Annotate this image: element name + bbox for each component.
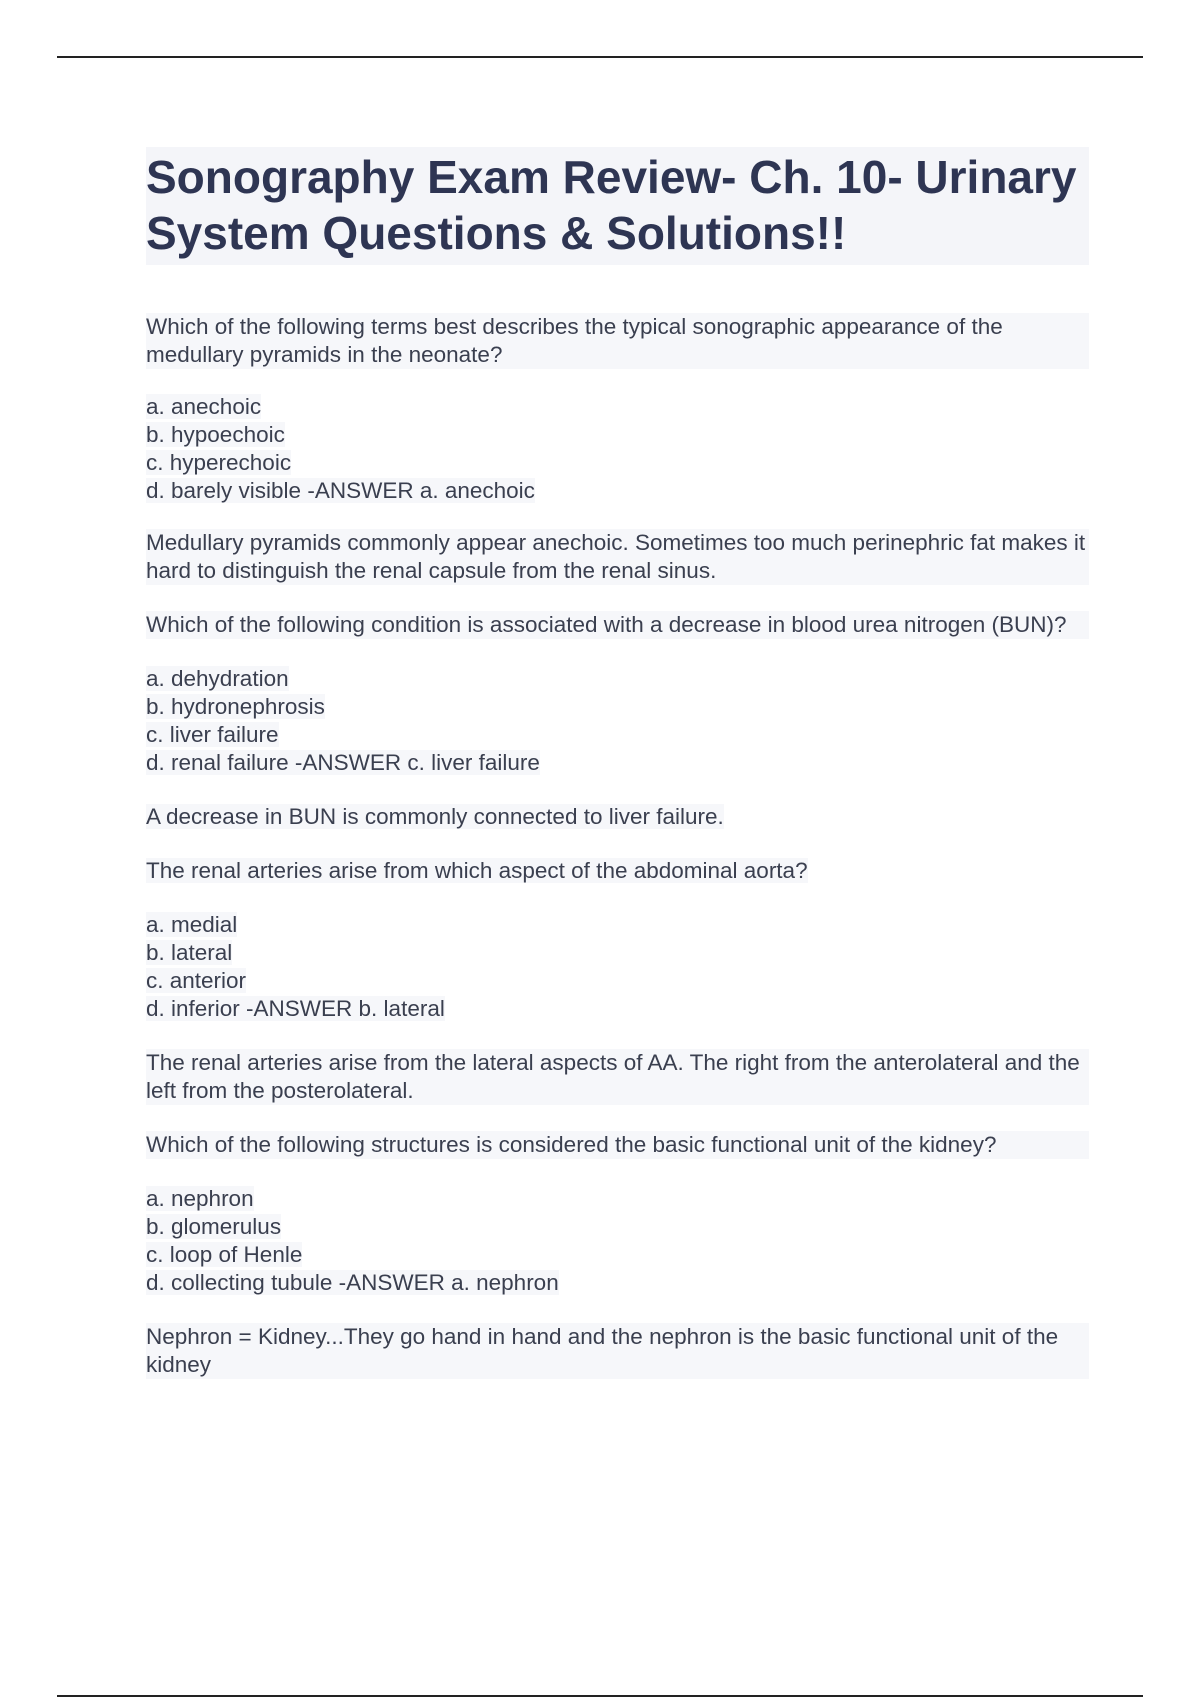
option: c. hyperechoic [146,450,292,475]
options-3 [146,911,1089,1023]
question-1: Which of the following terms best describes the typical sonographic appearance of the medullary pyramids in the neonate? [146,313,1089,369]
options-4 [146,1185,1089,1297]
option: c. loop of Henle [146,1242,303,1267]
question-2: Which of the following condition is associated with a decrease in blood urea nitrogen (BUN)? [146,611,1089,639]
option: b. hydronephrosis [146,694,325,719]
option: a. dehydration [146,666,289,691]
option: b. hypoechoic [146,422,285,447]
document-title: Sonography Exam Review- Ch. 10- Urinary System Questions & Solutions!! [146,147,1089,265]
explanation-1: Medullary pyramids commonly appear anechoic. Sometimes too much perinephric fat makes it hard to distinguish the renal capsule from the renal sinus. [146,529,1089,585]
option: b. lateral [146,940,233,965]
option-answer: d. inferior -ANSWER b. lateral [146,996,445,1021]
option: a. medial [146,912,238,937]
document-body [146,147,1089,1379]
option: a. anechoic [146,394,262,419]
explanation-3: The renal arteries arise from the lateral aspects of AA. The right from the anterolateral and the left from the posterolateral. [146,1049,1089,1105]
option-answer: d. collecting tubule -ANSWER a. nephron [146,1270,559,1295]
options-1 [146,393,1089,505]
question-4: Which of the following structures is considered the basic functional unit of the kidney? [146,1131,1089,1159]
option-answer: d. renal failure -ANSWER c. liver failure [146,750,540,775]
bottom-rule [57,1695,1143,1697]
option: c. liver failure [146,722,279,747]
explanation-4: Nephron = Kidney...They go hand in hand and the nephron is the basic functional unit of the kidney [146,1323,1089,1379]
options-2 [146,665,1089,777]
option-answer: d. barely visible -ANSWER a. anechoic [146,478,535,503]
top-rule [57,56,1143,58]
option: c. anterior [146,968,247,993]
option: b. glomerulus [146,1214,282,1239]
question-3: The renal arteries arise from which aspect of the abdominal aorta? [146,858,808,883]
option: a. nephron [146,1186,254,1211]
explanation-2: A decrease in BUN is commonly connected to liver failure. [146,804,724,829]
